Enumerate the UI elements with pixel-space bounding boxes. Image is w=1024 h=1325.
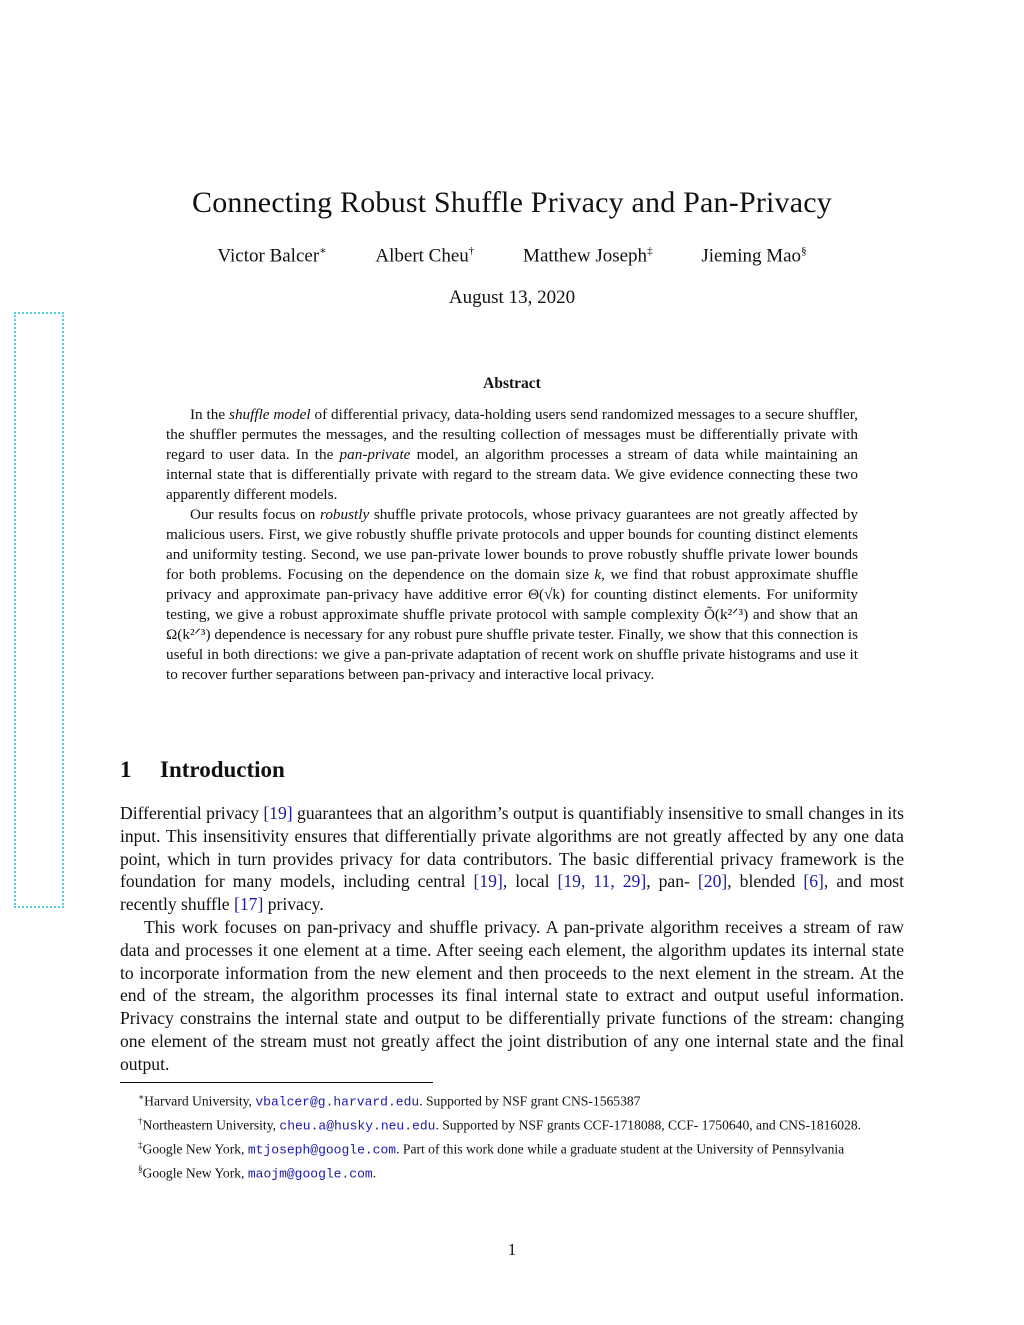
emphasis: robustly: [319, 506, 370, 523]
citation-link[interactable]: [17]: [234, 894, 264, 915]
text-run: , pan-: [646, 871, 698, 892]
footnote-mark: ∗: [138, 1092, 145, 1102]
emphasis: pan-private: [339, 446, 411, 463]
abstract-paragraph: [166, 405, 858, 505]
text-run: Harvard University,: [144, 1093, 256, 1109]
text-run: , and most recently shuffle: [120, 871, 904, 915]
citation-link[interactable]: [20]: [697, 871, 728, 892]
footnote: [120, 1088, 904, 1112]
abstract-body: [166, 405, 858, 685]
email-link[interactable]: vbalcer@g.harvard.edu: [255, 1094, 420, 1110]
author: [523, 245, 653, 267]
author-name: Jieming Mao: [701, 245, 802, 267]
text-run: , we find that robust approximate shuffle privacy and approximate pan-privacy have additive error Θ(√k) for counting distinct elements. For uniformity testing, we give a robust approximate shuffle private protocol with sample complexity Õ(k²ᐟ³) and show that an Ω(k²ᐟ³) dependence is necessary for any robust pure shuffle private tester. Finally, we show that this connection is useful in both directions: we give a pan-private adaptation of recent work on shuffle private histograms and use it to recover further separations between pan-privacy and interactive local privacy.: [166, 566, 858, 683]
text-run: .: [372, 1165, 377, 1181]
author-mark: ‡: [647, 245, 653, 257]
text-run: of differential privacy, data-holding users send randomized messages to a secure shuffler, the shuffler permutes the messages, and the resulting collection of messages must be differentially private with regard to user data. In the: [166, 406, 858, 463]
footnotes: [120, 1088, 904, 1184]
footnote: [120, 1112, 904, 1136]
abstract-paragraph: [166, 505, 858, 685]
email-link[interactable]: maojm@google.com: [247, 1166, 373, 1182]
email-link[interactable]: mtjoseph@google.com: [247, 1142, 397, 1158]
text-run: guarantees that an algorithm’s output is quantifiably insensitive to small changes in its input. This insensitivity ensures that differentially private algorithms are not greatly affected by any one data point, which in turn provides privacy for data contributors. The basic differential privacy framework is the foundation for many models, including central: [120, 803, 904, 892]
text-run: , blended: [727, 871, 804, 892]
section-title: Introduction: [160, 757, 285, 782]
footnote-rule: [120, 1082, 433, 1083]
citation-link[interactable]: [6]: [803, 871, 824, 892]
math-variable: k: [594, 566, 602, 583]
page-number: 1: [507, 1240, 517, 1259]
citation-link[interactable]: [19]: [473, 871, 503, 892]
author-mark: §: [801, 245, 807, 257]
section-number: 1: [120, 757, 132, 782]
author-name: Victor Balcer: [217, 245, 320, 267]
arxiv-stamp-frame: [14, 312, 64, 908]
author-mark: †: [468, 245, 475, 257]
text-run: . Supported by NSF grant CNS-1565387: [419, 1093, 641, 1109]
author-list: [120, 244, 904, 267]
author: [375, 245, 474, 267]
text-run: Northeastern University,: [142, 1117, 280, 1133]
text-run: . Part of this work done while a graduate student at the University of Pennsylvania: [396, 1141, 845, 1157]
text-run: . Supported by NSF grants CCF-1718088, CCF- 1750640, and CNS-1816028.: [435, 1117, 862, 1133]
footnote-mark: ‡: [138, 1140, 143, 1151]
intro-body: [120, 802, 904, 1076]
abstract-heading: Abstract: [483, 375, 541, 392]
emphasis: shuffle model: [229, 406, 311, 423]
author-name: Matthew Joseph: [523, 245, 648, 267]
text-run: , local: [502, 871, 558, 892]
section-heading: [120, 757, 285, 783]
author-name: Albert Cheu: [375, 245, 469, 267]
author-mark: ∗: [319, 245, 327, 257]
text-run: Google New York,: [142, 1165, 248, 1181]
author: [701, 245, 806, 267]
email-link[interactable]: cheu.a@husky.neu.edu: [279, 1118, 436, 1134]
paper-date: August 13, 2020: [448, 287, 576, 308]
text-run: shuffle private protocols, whose privacy guarantees are not greatly affected by malicious users. First, we give robustly shuffle private protocols and upper bounds for counting distinct elements and uniformity testing. Second, we use pan-private lower bounds to prove robustly shuffle private lower bounds for both problems. Focusing on the dependence on the domain size: [166, 506, 858, 583]
footnote-mark: §: [138, 1164, 143, 1175]
text-run: Our results focus on: [190, 506, 320, 523]
text-run: model, an algorithm processes a stream of data while maintaining an internal state that is differentially private with regard to the stream data. We give evidence connecting these two apparently different models.: [166, 446, 859, 503]
text-run: Google New York,: [142, 1141, 248, 1157]
text-run: In the: [190, 406, 230, 423]
text-run: Differential privacy: [120, 803, 264, 823]
intro-paragraph: This work focuses on pan-privacy and shuffle privacy. A pan-private algorithm receives a stream of raw data and processes it one element at a time. After seeing each element, the algorithm updates its internal state to incorporate information from the new element and then proceeds to the next element in the stream. At the end of the stream, the algorithm processes its final internal state to extract and output useful information. Privacy constrains the internal state and output to be differentially private functions of the stream: changing one element of the stream must not greatly affect the joint distribution of any one internal state and the final output.: [120, 916, 904, 1074]
intro-paragraph: [120, 802, 904, 916]
paper-title: Connecting Robust Shuffle Privacy and Pan-Privacy: [192, 186, 832, 219]
text-run: privacy.: [263, 894, 324, 915]
author: [217, 244, 326, 267]
footnote-mark: †: [138, 1116, 143, 1127]
footnote: [120, 1136, 904, 1160]
footnote: [120, 1160, 904, 1184]
citation-link[interactable]: [19]: [263, 803, 293, 823]
citation-link[interactable]: [19, 11, 29]: [557, 871, 647, 892]
